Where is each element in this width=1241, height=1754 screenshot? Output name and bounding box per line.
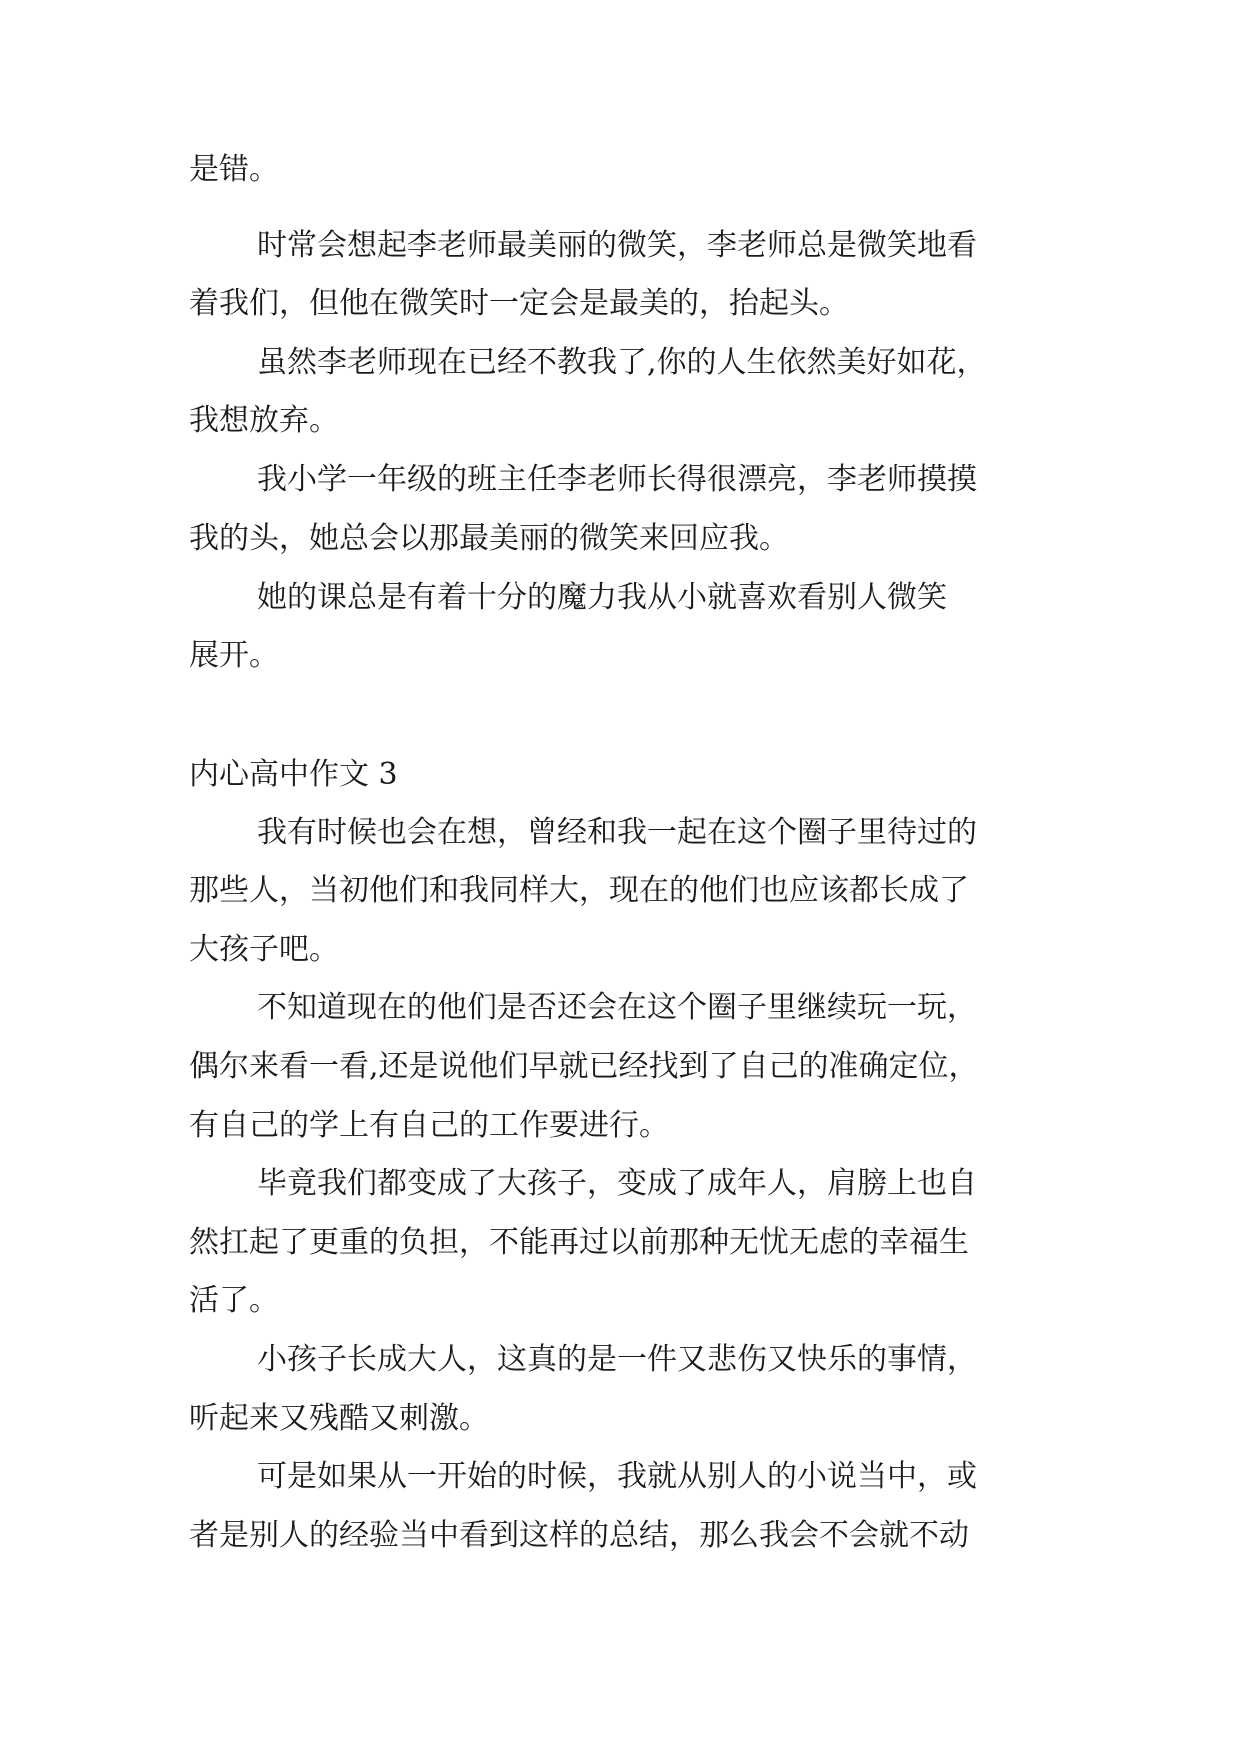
paragraph-first-line: 不知道现在的他们是否还会在这个圈子里继续玩一玩，: [257, 990, 977, 1025]
text-line: 我想放弃。: [189, 403, 339, 438]
text-line: 有自己的学上有自己的工作要进行。: [189, 1108, 669, 1143]
text-line: 者是别人的经验当中看到这样的总结，那么我会不会就不动: [189, 1518, 969, 1553]
paragraph-first-line: 小孩子长成大人，这真的是一件又悲伤又快乐的事情，: [257, 1342, 977, 1377]
text-line: 然扛起了更重的负担，不能再过以前那种无忧无虑的幸福生: [189, 1225, 969, 1260]
text-line: 着我们，但他在微笑时一定会是最美的，抬起头。: [189, 286, 849, 321]
paragraph-first-line: 毕竟我们都变成了大孩子，变成了成年人，肩膀上也自: [257, 1166, 977, 1201]
text-line: 偶尔来看一看,还是说他们早就已经找到了自己的准确定位，: [189, 1049, 979, 1084]
text-line: 展开。: [189, 638, 279, 673]
text-line: 我的头，她总会以那最美丽的微笑来回应我。: [189, 521, 789, 556]
paragraph-first-line: 我小学一年级的班主任李老师长得很漂亮，李老师摸摸: [257, 462, 977, 497]
paragraph-first-line: 虽然李老师现在已经不教我了,你的人生依然美好如花，: [257, 345, 987, 380]
paragraph-first-line: 我有时候也会在想，曾经和我一起在这个圈子里待过的: [257, 815, 977, 850]
text-line: 活了。: [189, 1283, 279, 1318]
text-line: 是错。: [189, 152, 279, 187]
text-line: 听起来又残酷又刺激。: [189, 1401, 489, 1436]
paragraph-first-line: 可是如果从一开始的时候，我就从别人的小说当中，或: [257, 1459, 977, 1494]
section-heading: 内心高中作文 3: [189, 757, 398, 792]
paragraph-first-line: 她的课总是有着十分的魔力我从小就喜欢看别人微笑: [257, 580, 947, 615]
text-line: 那些人，当初他们和我同样大，现在的他们也应该都长成了: [189, 873, 969, 908]
paragraph-first-line: 时常会想起李老师最美丽的微笑，李老师总是微笑地看: [257, 228, 977, 263]
text-line: 大孩子吧。: [189, 932, 339, 967]
